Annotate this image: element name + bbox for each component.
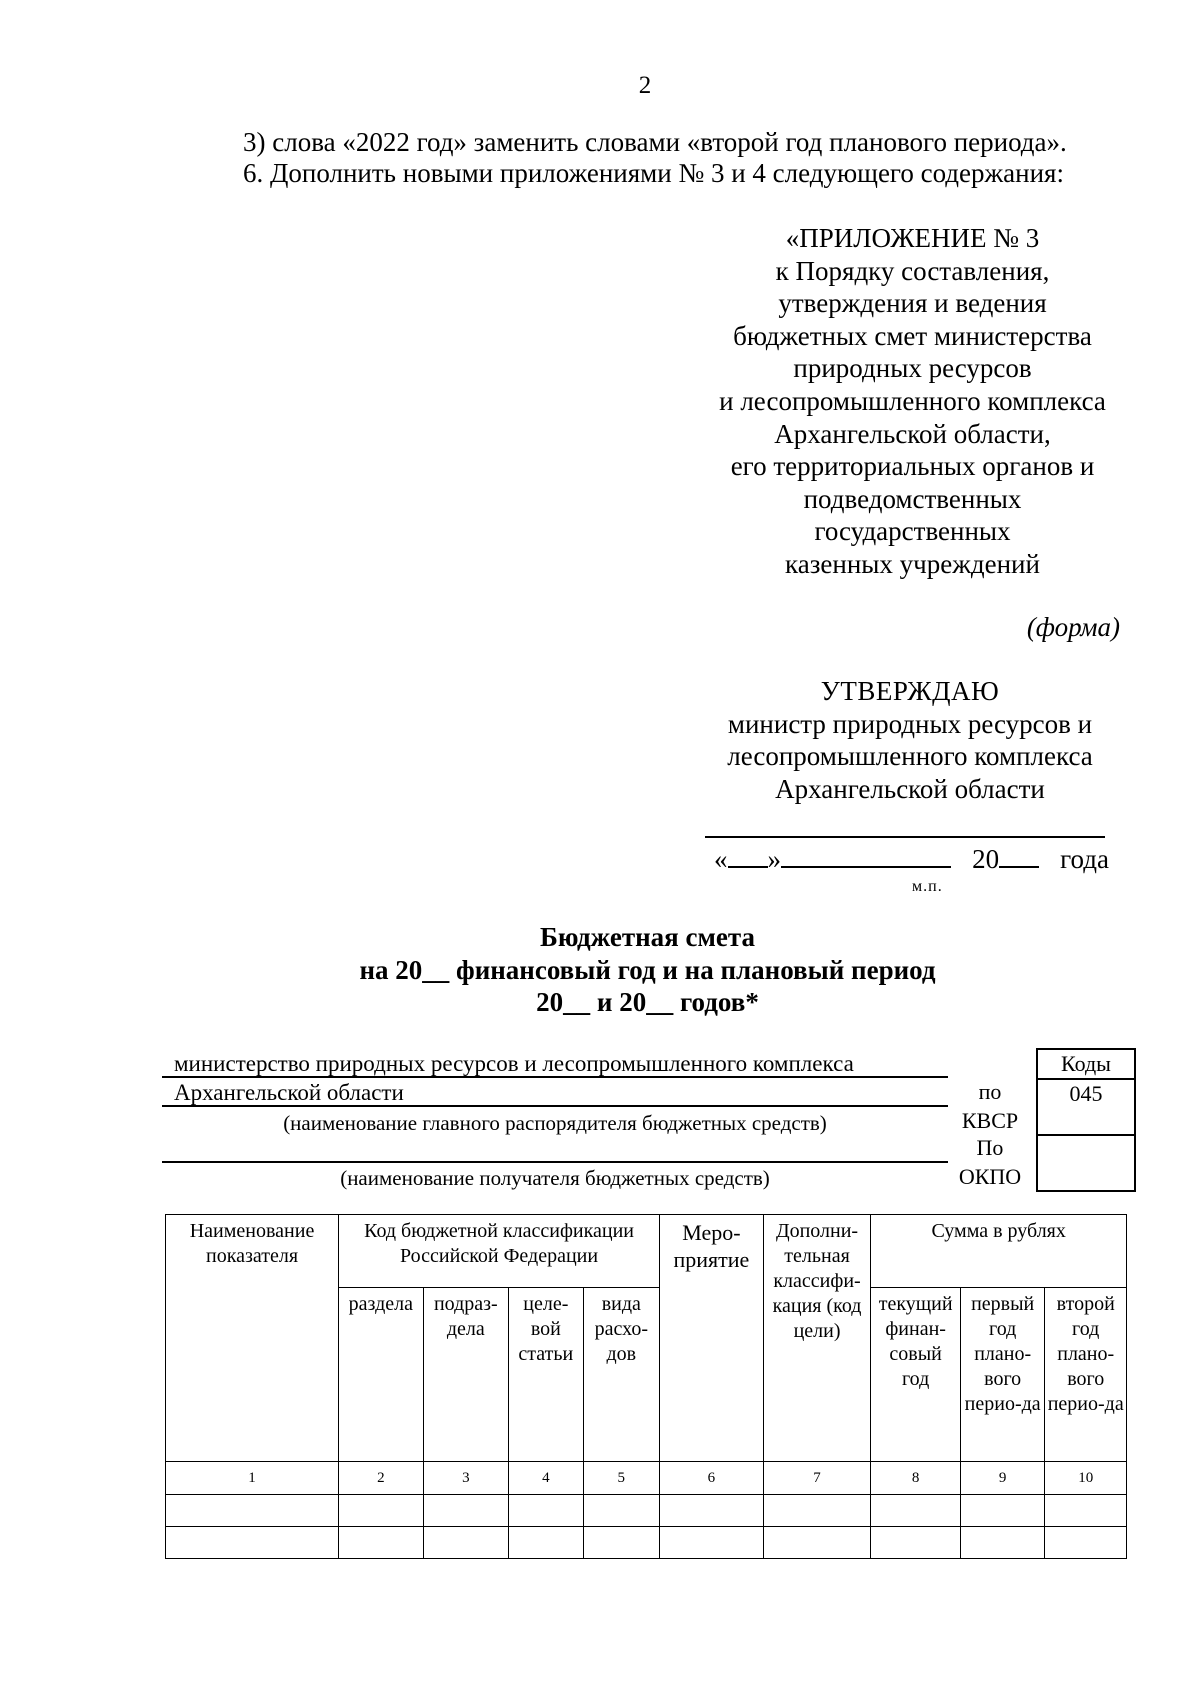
col-header-subsection: подраз-дела — [423, 1288, 509, 1462]
column-number: 5 — [583, 1462, 660, 1495]
column-number: 8 — [871, 1462, 961, 1495]
kvsr-label-line: КВСР — [961, 1108, 1019, 1133]
table-row — [166, 1495, 1127, 1527]
codes-box — [1036, 1048, 1136, 1192]
col-header-expense: вида расхо-дов — [583, 1288, 660, 1462]
okpo-label-line: По — [976, 1135, 1004, 1160]
codes-title: Коды — [1061, 1051, 1111, 1076]
day-blank — [728, 840, 768, 868]
appendix-line: к Порядку составления, — [775, 255, 1050, 286]
appendix-line: бюджетных смет министерства — [733, 320, 1092, 351]
recipient-line — [162, 1161, 948, 1163]
appendix-line: государственных — [814, 516, 1011, 547]
table-cell — [763, 1527, 871, 1559]
org-name-line-2: Архангельской области — [162, 1078, 948, 1107]
col-header-first-year: первый год плано-вого перио-да — [960, 1288, 1045, 1462]
table-cell — [423, 1527, 509, 1559]
approval-title: УТВЕРЖДАЮ — [820, 676, 1000, 706]
table-cell — [166, 1527, 339, 1559]
title-line: 20__ и 20__ годов* — [536, 987, 759, 1017]
table-cell — [423, 1495, 509, 1527]
table-cell — [960, 1495, 1045, 1527]
column-number: 9 — [960, 1462, 1045, 1495]
org-name-line-1: министерство природных ресурсов и лесопромышленного комплекса — [162, 1049, 948, 1078]
appendix-heading — [680, 222, 1145, 581]
col-header-code-group: Код бюджетной классификации Российской Федерации — [339, 1215, 660, 1288]
table-cell — [583, 1495, 660, 1527]
appendix-line: Архангельской области, — [774, 418, 1051, 449]
kvsr-value: 045 — [1038, 1078, 1134, 1134]
table-cell — [960, 1527, 1045, 1559]
stamp-label: м.п. — [912, 878, 943, 895]
form-label: (форма) — [1026, 612, 1120, 642]
col-header-event: Меро-приятие — [660, 1215, 764, 1462]
col-header-sum-group: Сумма в рублях — [871, 1215, 1127, 1288]
year-suffix: года — [1060, 844, 1109, 874]
appendix-line: его территориальных органов и — [730, 451, 1095, 482]
column-number: 6 — [660, 1462, 764, 1495]
appendix-line: «ПРИЛОЖЕНИЕ № 3 — [785, 223, 1040, 253]
appendix-line: казенных учреждений — [785, 548, 1040, 579]
intro-line-2: 6. Дополнить новыми приложениями № 3 и 4 следующего содержания: — [243, 158, 1064, 188]
table-cell — [339, 1527, 424, 1559]
table-cell — [660, 1527, 764, 1559]
document-title — [340, 921, 955, 1019]
appendix-line: природных ресурсов — [793, 353, 1032, 384]
appendix-line: и лесопромышленного комплекса — [719, 385, 1106, 416]
appendix-line: утверждения и ведения — [778, 288, 1047, 319]
okpo-value — [1038, 1134, 1134, 1190]
table-cell — [583, 1527, 660, 1559]
table-cell — [1045, 1495, 1127, 1527]
col-header-target: целе-вой статьи — [509, 1288, 583, 1462]
okpo-label-line: ОКПО — [958, 1164, 1022, 1189]
table-cell — [1045, 1527, 1127, 1559]
table-cell — [166, 1495, 339, 1527]
approval-block — [700, 675, 1120, 805]
budget-table — [165, 1214, 1127, 1559]
year-blank — [999, 840, 1039, 868]
month-blank — [781, 840, 951, 868]
okpo-label — [950, 1133, 1030, 1191]
table-cell — [509, 1527, 583, 1559]
col-header-current-year: текущий финан-совый год — [871, 1288, 961, 1462]
appendix-line: подведомственных — [803, 483, 1022, 514]
approval-date — [714, 840, 1109, 875]
manager-caption: (наименование главного распорядителя бюджетных средств) — [283, 1111, 827, 1135]
col-header-name: Наименование показателя — [166, 1215, 339, 1462]
table-cell — [509, 1495, 583, 1527]
signature-line — [705, 836, 1105, 838]
recipient-caption: (наименование получателя бюджетных средств) — [340, 1166, 770, 1190]
approval-line: министр природных ресурсов и — [727, 708, 1093, 739]
kvsr-label-line: по — [978, 1079, 1002, 1104]
col-header-extra: Дополни-тельная классифи-кация (код цели) — [763, 1215, 871, 1462]
table-cell — [871, 1527, 961, 1559]
intro-line-1: 3) слова «2022 год» заменить словами «второй год планового периода». — [243, 127, 1067, 157]
table-row — [166, 1527, 1127, 1559]
column-number: 10 — [1045, 1462, 1127, 1495]
date-open-quote: « — [714, 844, 728, 874]
title-line: на 20__ финансовый год и на плановый период — [359, 954, 936, 985]
table-cell — [339, 1495, 424, 1527]
approval-line: лесопромышленного комплекса — [727, 741, 1093, 771]
table-cell — [871, 1495, 961, 1527]
col-header-section: раздела — [339, 1288, 424, 1462]
year-prefix: 20 — [972, 844, 1000, 874]
column-numbers-row — [166, 1462, 1127, 1495]
column-number: 7 — [763, 1462, 871, 1495]
title-line: Бюджетная смета — [540, 922, 755, 952]
column-number: 4 — [509, 1462, 583, 1495]
approval-line: Архангельской области — [775, 773, 1045, 804]
column-number: 2 — [339, 1462, 424, 1495]
table-cell — [763, 1495, 871, 1527]
column-number: 3 — [423, 1462, 509, 1495]
date-close-quote: » — [767, 844, 781, 874]
table-cell — [660, 1495, 764, 1527]
column-number: 1 — [166, 1462, 339, 1495]
kvsr-label — [950, 1077, 1030, 1135]
col-header-second-year: второй год плано-вого перио-да — [1045, 1288, 1127, 1462]
page-number: 2 — [638, 72, 652, 99]
